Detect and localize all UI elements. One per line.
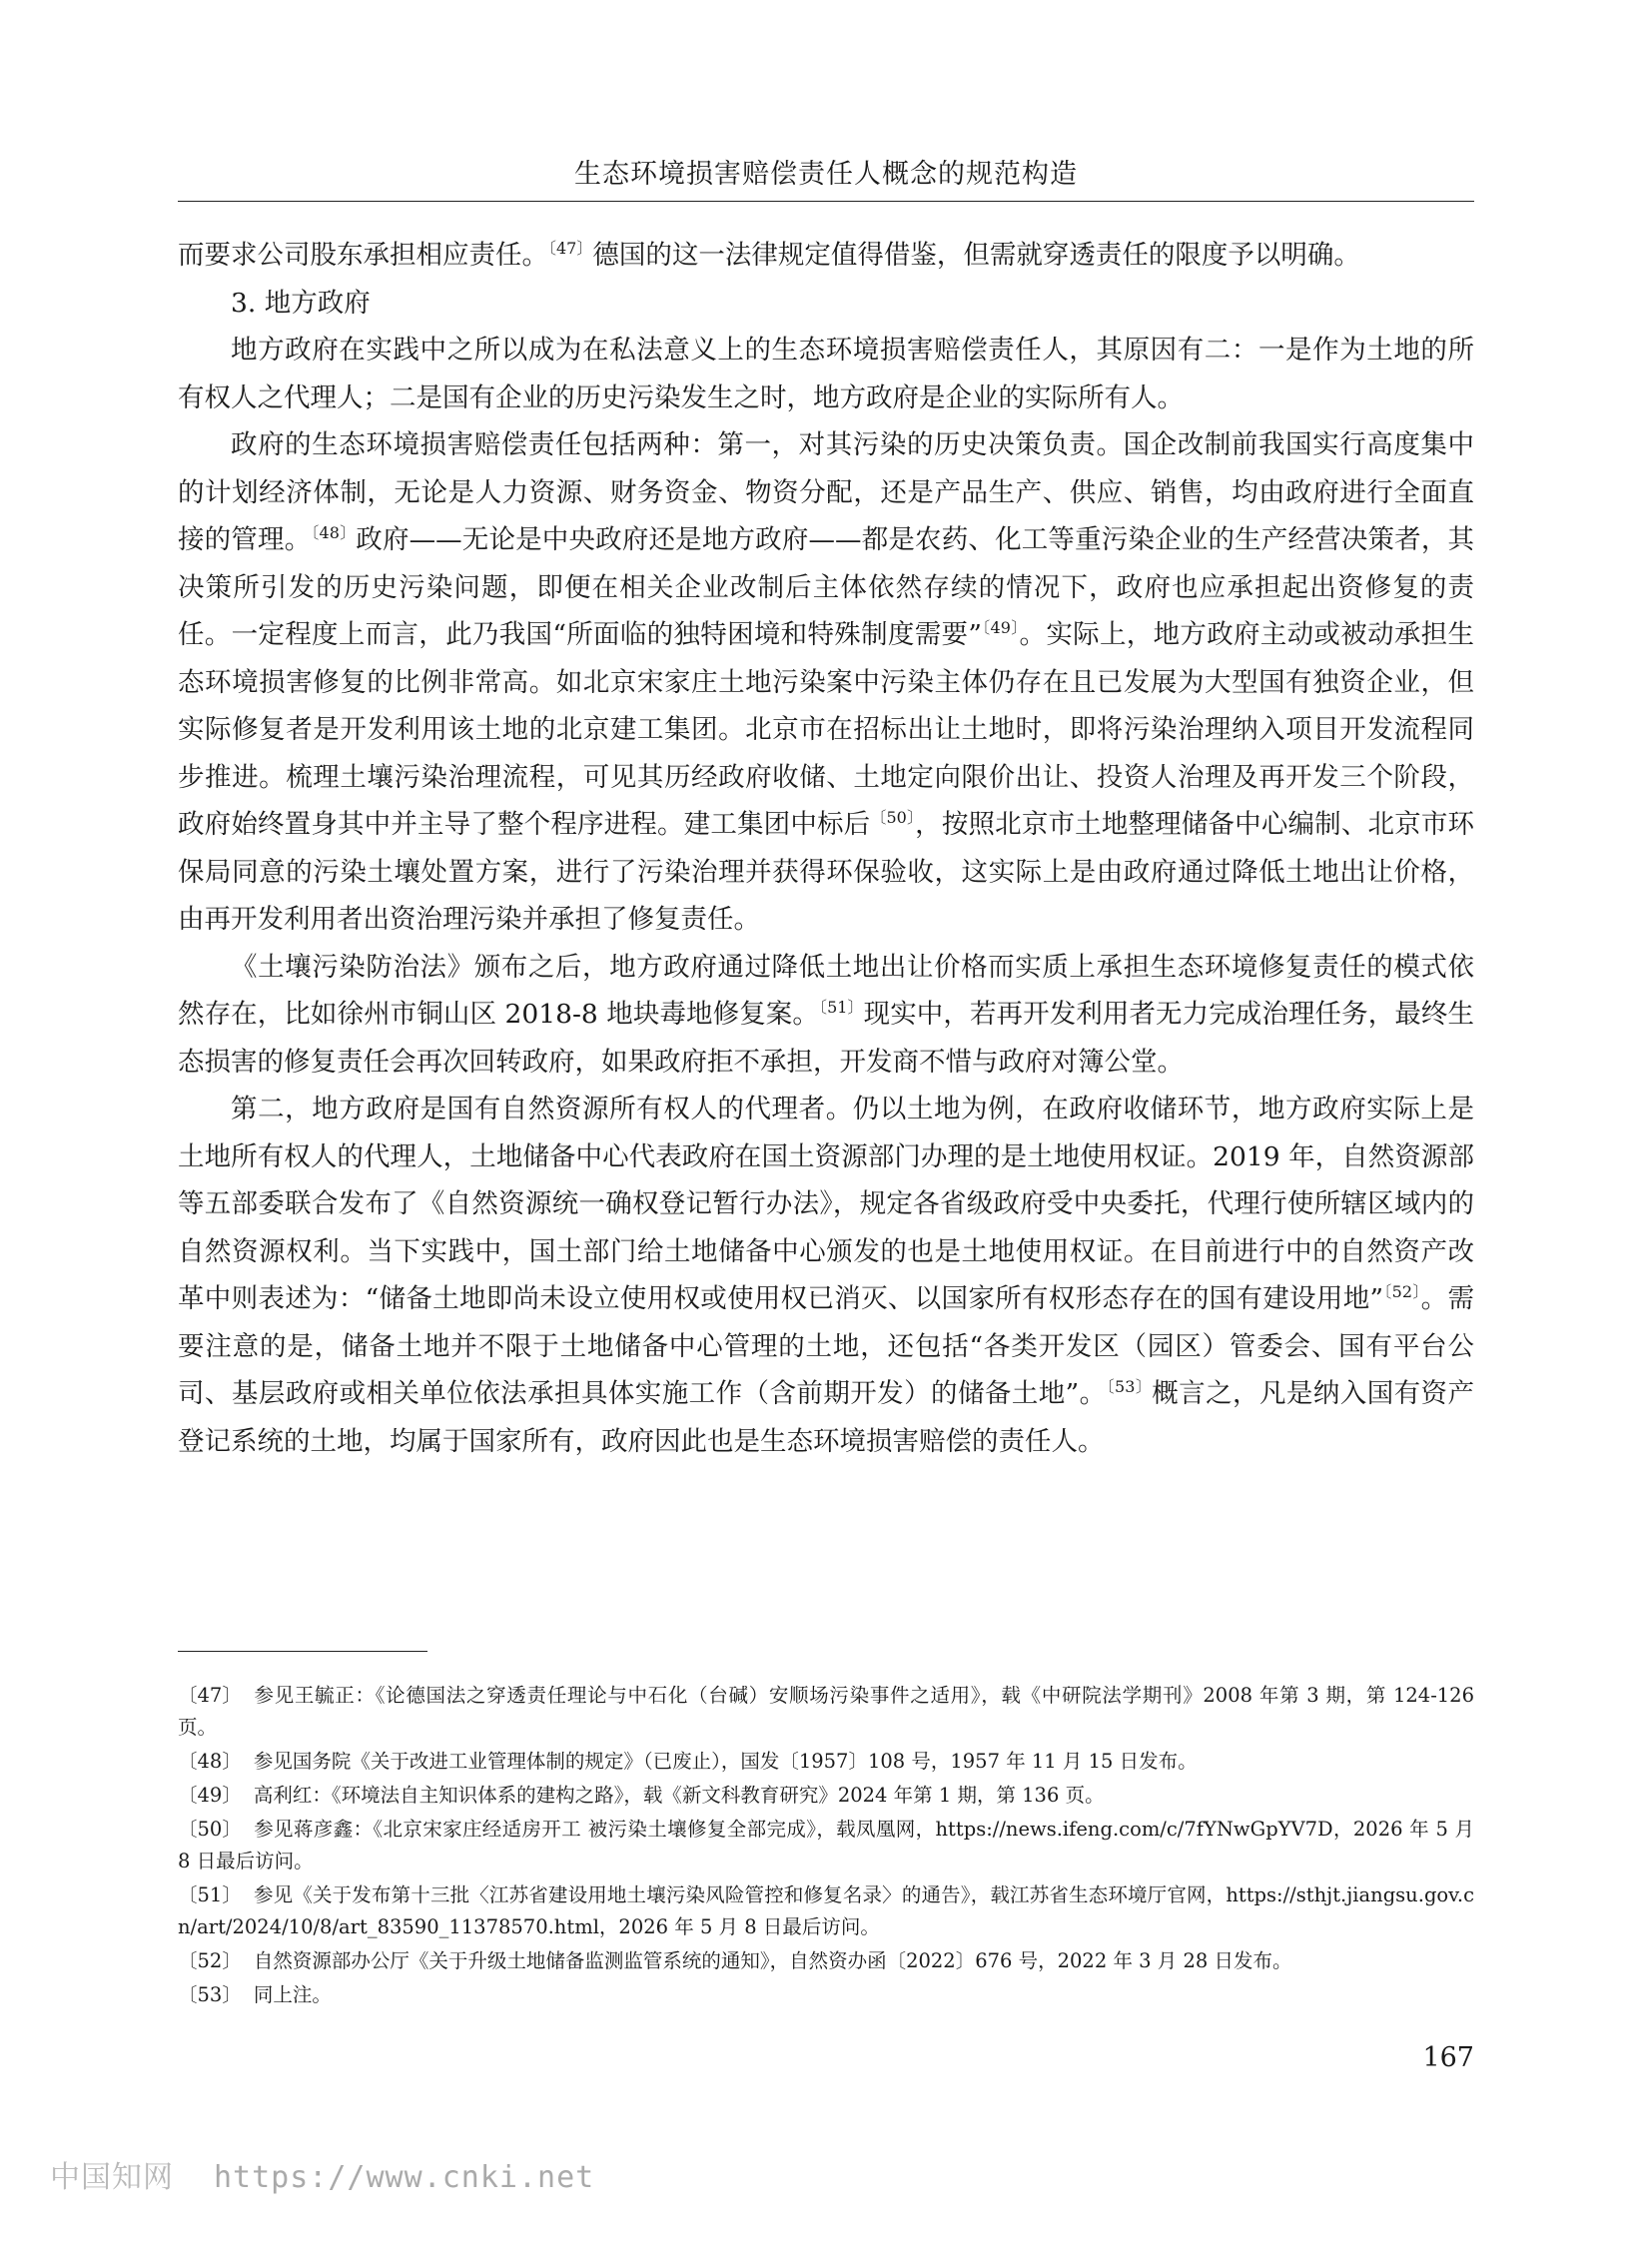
footnote-53 [178, 1979, 1474, 2011]
footnote-ref-51[interactable]: 〔51〕 [818, 998, 864, 1018]
footnote-number: 〔48〕 [178, 1750, 242, 1773]
footnote-ref-49[interactable]: 〔49〕 [981, 618, 1020, 638]
footnote-51 [178, 1879, 1474, 1943]
footnote-number: 〔51〕 [178, 1883, 242, 1906]
footnote-49 [178, 1780, 1474, 1812]
footnote-text[interactable]: 参见蒋彦鑫：《北京宋家庄经适房开工 被污染土壤修复全部完成》，载凤凰网，https://news.ifeng.com/c/7fYNwGpYV7D，2026 年 5 月 8 日最后访问。 [178, 1818, 1474, 1872]
running-header: 生态环境损害赔偿责任人概念的规范构造 [574, 159, 1078, 190]
body-text-span: 概言之，凡是纳入国有资产登记系统的土地，均属于国家所有，政府因此也是生态环境损害赔偿的责任人。 [178, 1378, 1474, 1457]
footnote-text: 同上注。 [253, 1983, 332, 2006]
footnote-ref-53[interactable]: 〔53〕 [1106, 1377, 1153, 1397]
footnote-text: 参见王毓正：《论德国法之穿透责任理论与中石化（台碱）安顺场污染事件之适用》，载《中研院法学期刊》2008 年第 3 期，第 124-126 页。 [178, 1684, 1474, 1739]
body-text-span: 德国的这一法律规定值得借鉴，但需就穿透责任的限度予以明确。 [592, 240, 1360, 271]
paragraph-continuation [178, 232, 1474, 280]
footnotes [178, 1680, 1474, 2013]
body-text-span: 而要求公司股东承担相应责任。 [178, 240, 548, 271]
footnote-text[interactable]: 参见《关于发布第十三批〈江苏省建设用地土壤污染风险管控和修复名录〉的通告》，载江苏省生态环境厅官网，https://sthjt.jiangsu.gov.cn/art/2024/10/8/art_83590_11378570.html，2026 年 5 月 8 日最后访问。 [178, 1883, 1474, 1938]
paragraph [178, 944, 1474, 1087]
footnote-text: 高利红：《环境法自主知识体系的建构之路》，载《新文科教育研究》2024 年第 1 期，第 136 页。 [253, 1784, 1105, 1807]
header-rule [178, 201, 1474, 202]
body-text-span: 第二，地方政府是国有自然资源所有权人的代理者。仍以土地为例，在政府收储环节，地方政府实际上是土地所有权人的代理人，土地储备中心代表政府在国土资源部门办理的是土地使用权证。2019 年，自然资源部等五部委联合发布了《自然资源统一确权登记暂行办法》，规定各省级政府受中央委托，代理行使所辖区域内的自然资源权利。当下实践中，国土部门给土地储备中心颁发的也是土地使用权证。在目前进行中的自然资产改革中则表述为：“储备土地即尚未设立使用权或使用权已消灭、以国家所有权形态存在的国有建设用地” [178, 1094, 1474, 1314]
footnote-ref-48[interactable]: 〔48〕 [311, 523, 357, 543]
body-text-span: 。实际上，地方政府主动或被动承担生态环境损害修复的比例非常高。如北京宋家庄土地污染案中污染主体仍存在且已发展为大型国有独资企业，但实际修复者是开发利用该土地的北京建工集团。北京市在招标出让土地时，即将污染治理纳入项目开发流程同步推进。梳理土壤污染治理流程，可见其历经政府收储、土地定向限价出让、投资人治理及再开发三个阶段，政府始终置身其中并主导了整个程序进程。建工集团中标后 [178, 619, 1474, 840]
paragraph: 地方政府在实践中之所以成为在私法意义上的生态环境损害赔偿责任人，其原因有二：一是作为土地的所有权人之代理人；二是国有企业的历史污染发生之时，地方政府是企业的实际所有人。 [178, 335, 1474, 413]
footnote-48 [178, 1746, 1474, 1778]
section-heading: 3. 地方政府 [231, 287, 371, 319]
body-text-span: 政府的生态环境损害赔偿责任包括两种：第一，对其污染的历史决策负责。国企改制前我国实行高度集中的计划经济体制，无论是人力资源、财务资金、物资分配，还是产品生产、供应、销售，均由政府进行全面直接的管理。 [178, 429, 1474, 555]
body-text-span: 。需要注意的是，储备土地并不限于土地储备中心管理的土地，还包括“各类开发区（园区）管委会、国有平台公司、基层政府或相关单位依法承担具体实施工作（含前期开发）的储备土地”。 [178, 1283, 1474, 1409]
footnote-50 [178, 1814, 1474, 1877]
footnote-ref-52[interactable]: 〔52〕 [1383, 1282, 1421, 1302]
body-text-span: 《土壤污染防治法》颁布之后，地方政府通过降低土地出让价格而实质上承担生态环境修复责任的模式依然存在，比如徐州市铜山区 2018-8 地块毒地修复案。 [178, 951, 1474, 1030]
footnote-text: 参见国务院《关于改进工业管理体制的规定》（已废止），国发〔1957〕108 号，1957 年 11 月 15 日发布。 [253, 1750, 1198, 1773]
footnote-ref-50[interactable]: 〔50〕 [870, 808, 916, 828]
cnki-url-link[interactable]: https://www.cnki.net [214, 2160, 595, 2195]
footnote-47 [178, 1680, 1474, 1744]
body-text-span: 政府——无论是中央政府还是地方政府——都是农药、化工等重污染企业的生产经营决策者，其决策所引发的历史污染问题，即便在相关企业改制后主体依然存续的情况下，政府也应承担起出资修复的责任。一定程度上而言，此乃我国“所面临的独特困境和特殊制度需要” [178, 524, 1475, 650]
footnote-text: 自然资源部办公厅《关于升级土地储备监测监管系统的通知》，自然资办函〔2022〕676 号，2022 年 3 月 28 日发布。 [253, 1949, 1292, 1972]
footnote-ref-47[interactable]: 〔47〕 [548, 239, 593, 259]
body-text-span: 现实中，若再开发利用者无力完成治理任务，最终生态损害的修复责任会再次回转政府，如果政府拒不承担，开发商不惜与政府对簿公堂。 [178, 999, 1474, 1078]
body-text-span: ，按照北京市土地整理储备中心编制、北京市环保局同意的污染土壤处置方案，进行了污染治理并获得环保验收，这实际上是由政府通过降低土地出让价格，由再开发利用者出资治理污染并承担了修复责任。 [178, 809, 1474, 935]
footnote-rule [178, 1651, 427, 1652]
paragraph [178, 421, 1474, 944]
footnote-52 [178, 1945, 1474, 1977]
paragraph [178, 1086, 1474, 1465]
footnote-number: 〔52〕 [178, 1949, 242, 1972]
footnote-number: 〔50〕 [178, 1818, 242, 1841]
cnki-watermark [50, 2152, 594, 2196]
cnki-logo: 中国知网 [50, 2160, 174, 2195]
article-body [178, 232, 1474, 1465]
footnote-number: 〔53〕 [178, 1983, 242, 2006]
footnote-number: 〔49〕 [178, 1784, 242, 1807]
page-number: 167 [1422, 2042, 1474, 2073]
footnote-number: 〔47〕 [178, 1684, 242, 1707]
